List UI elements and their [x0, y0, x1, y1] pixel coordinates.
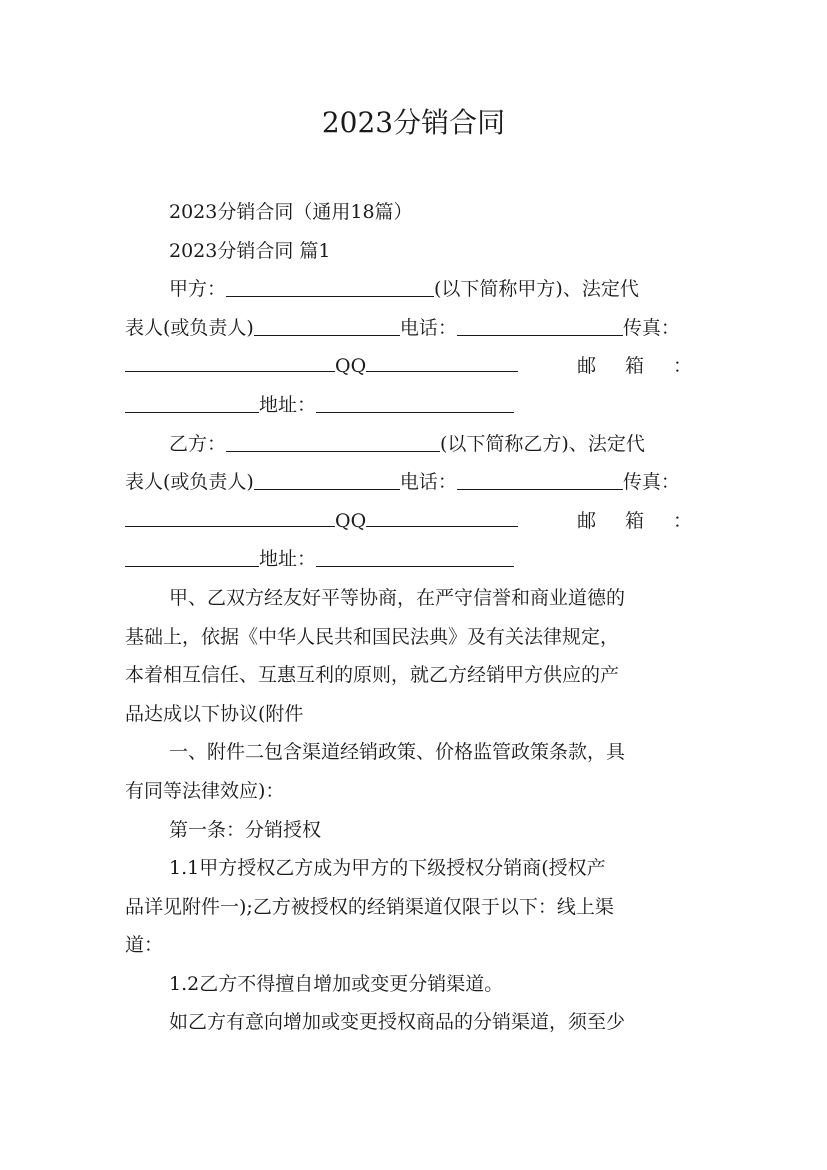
intro-paragraph [125, 579, 702, 733]
intro-line-3: 本着相互信任、互惠互利的原则，就乙方经销甲方供应的产 [125, 664, 620, 687]
party-a-fax-blank [125, 349, 335, 372]
party-b-label: 乙方： [169, 432, 227, 455]
document-body [125, 193, 702, 1042]
party-b-name-blank [226, 429, 440, 452]
party-b-line-3 [125, 502, 702, 541]
party-a-line-4 [125, 386, 702, 425]
party-b-mail-3: ： [672, 509, 692, 532]
party-a-mail-1: 邮 [577, 355, 597, 378]
party-a-qq-blank [366, 349, 518, 372]
party-a-address-label: 地址： [259, 393, 317, 416]
document-title: 2023分销合同 [321, 106, 506, 139]
party-a-line-2 [125, 309, 702, 348]
party-b-qq-label: QQ [335, 509, 367, 532]
clause-1-1-line-1: 1.1甲方授权乙方成为甲方的下级授权分销商(授权产 [169, 857, 606, 880]
party-b-rep-blank [254, 467, 400, 490]
party-a-mail-3: ： [672, 355, 692, 378]
party-a-line-3 [125, 347, 702, 386]
party-a-mail-blank [125, 390, 259, 413]
party-b-rep-label: 表人(或负责人) [125, 471, 254, 494]
party-b-fax-blank [125, 504, 335, 527]
annex-line-1: 一、附件二包含渠道经销政策、价格监管政策条款，具 [169, 741, 626, 764]
clause-1-1 [125, 849, 702, 965]
clause-1-1-line-3: 道： [125, 934, 164, 957]
party-a-rep-blank [254, 313, 400, 336]
party-b-phone-blank [457, 467, 623, 490]
party-b-mail-blank [125, 544, 259, 567]
annex-paragraph [125, 733, 702, 810]
party-b-address-label: 地址： [259, 548, 317, 571]
party-a-name-blank [226, 274, 434, 297]
intro-line-4: 品达成以下协议(附件 [125, 702, 304, 725]
section-heading: 2023分销合同 篇1 [169, 239, 331, 262]
intro-line-2: 基础上，依据《中华人民共和国民法典》及有关法律规定， [125, 625, 620, 648]
party-b-mail-2: 箱 [625, 509, 645, 532]
party-a-phone-blank [457, 313, 623, 336]
article-1-heading: 第一条：分销授权 [169, 818, 322, 841]
party-a-abbrev: (以下简称甲方)、法定代 [434, 278, 639, 301]
party-b-line-4 [125, 540, 702, 579]
party-a-fax-label: 传真： [622, 316, 680, 339]
document-subtitle: 2023分销合同（通用18篇） [169, 201, 413, 223]
party-a-address-blank [316, 390, 514, 413]
party-b-fax-label: 传真： [622, 471, 680, 494]
party-a-qq-label: QQ [335, 355, 367, 378]
party-a-mail-2: 箱 [625, 355, 645, 378]
intro-line-1: 甲、乙双方经友好平等协商，在严守信誉和商业道德的 [169, 586, 626, 609]
party-b-mail-1: 邮 [577, 509, 597, 532]
party-b-block [125, 425, 702, 579]
clause-1-3: 如乙方有意向增加或变更授权商品的分销渠道，须至少 [169, 1011, 626, 1034]
party-a-label: 甲方： [169, 278, 227, 301]
annex-line-2: 有同等法律效应)： [125, 779, 285, 802]
party-b-line-2 [125, 463, 702, 502]
party-a-phone-label: 电话： [399, 316, 457, 339]
party-b-qq-blank [366, 504, 518, 527]
clause-1-1-line-2: 品详见附件一);乙方被授权的经销渠道仅限于以下：线上渠 [125, 895, 614, 918]
party-b-line-1 [125, 425, 702, 464]
clause-1-2: 1.2乙方不得擅自增加或变更分销渠道。 [169, 972, 504, 995]
party-b-address-blank [316, 544, 514, 567]
party-a-rep-label: 表人(或负责人) [125, 316, 254, 339]
party-a-line-1 [125, 270, 702, 309]
party-b-phone-label: 电话： [399, 471, 457, 494]
party-a-block [125, 270, 702, 424]
party-b-abbrev: (以下简称乙方)、法定代 [440, 432, 645, 455]
